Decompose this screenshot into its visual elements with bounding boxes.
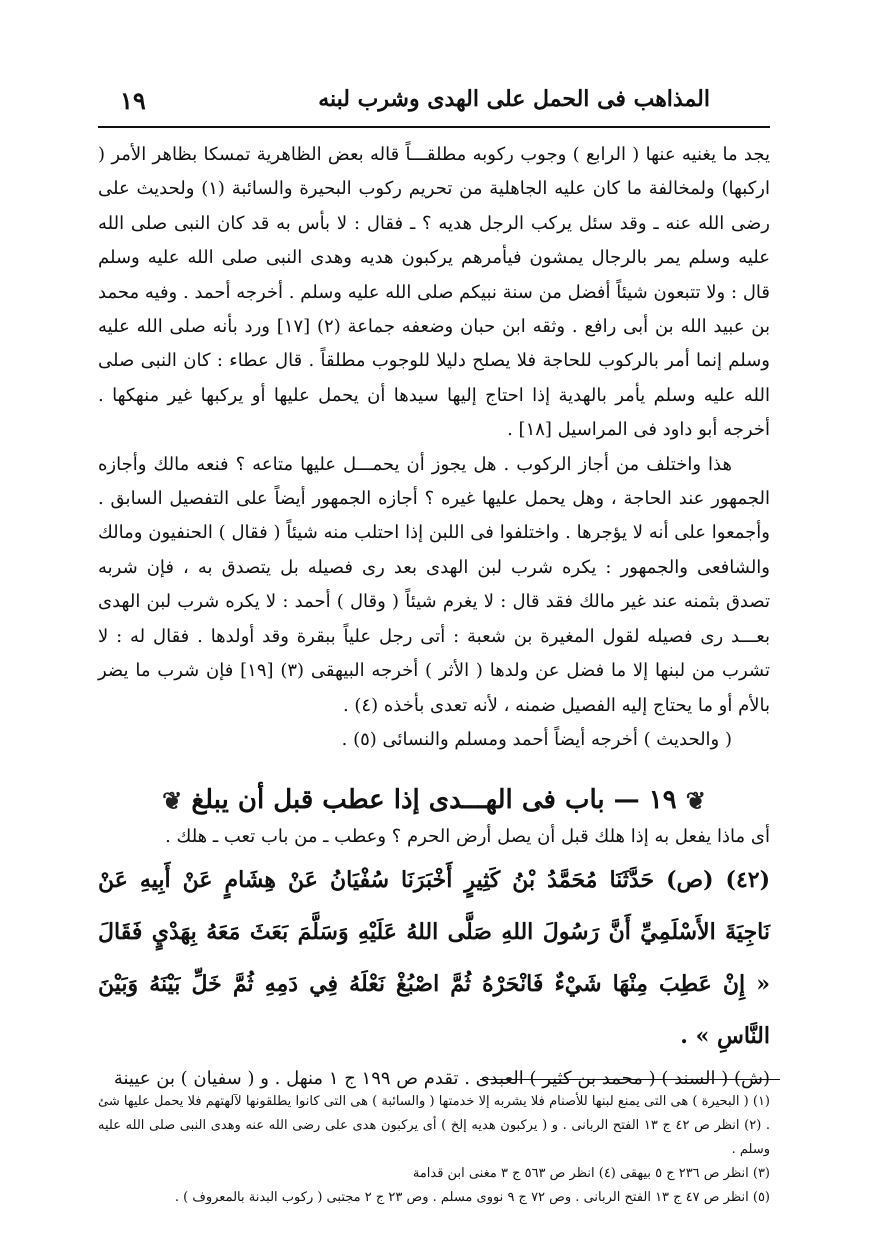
paragraph: يجد ما يغنيه عنها ( الرابع ) وجوب ركوبه مطلقـــاً قاله بعض الظاهرية تمسكا بظاهر الأمر ( اركبها) ولمخالفة ما كان عليه الجاهلية من تحريم ركوب البحيرة والسائبة (١) ولحديث على رضى الله عنه ـ وقد سئل يركب الرجل هديه ؟ ـ فقال : لا بأس به قد كان النبى صلى الله عليه وسلم يمر بالرجال يمشون فيأمرهم يركبون هديه وهدى النبى صلى الله عليه وسلم قال : ولا تتبعون شيئاً أفضل من سنة نبيكم صلى الله عليه وسلم . أخرجه أحمد . وفيه محمد بن عبيد الله بن أبى رافع . وثقه ابن حبان وضعفه جماعة (٢) [١٧] ورد بأنه صلى الله عليه وسلم إنما أمر بالركوب للحاجة فلا يصلح دليلا للوجوب مطلقاً . قال عطاء : كان النبى صلى الله عليه وسلم يأمر بالهدية إذا احتاج إليها سيدها أن يحمل عليها أو يركبها غير منهكها . أخرجه أبو داود فى المراسيل [١٨] . [98,144,771,441]
chapter-intro: أى ماذا يفعل به إذا هلك قبل أن يصل أرض الحرم ؟ وعطب ـ من باب تعب ـ هلك . [165,826,770,847]
footnotes [98,1090,770,1210]
ornament-left-icon: ❦ [162,786,183,815]
footnote: (١) ( البحيرة ) هى التى يمنع لبنها للأصنام فلا يشربه إلا خدمتها ( والسائبة ) هى التى كانوا يطلقونها لآلهتهم فلا يحمل عليها شئ . (٢) انظر ص ٤٢ ج ١٣ الفتح الربانى . و ( يركبون هديه إلخ ) أى يركبون هدى على رضى الله عنه وهدى النبى صلى الله عليه وسلم . [98,1094,771,1157]
sharh-text: (ش) ( السند ) ( محمد بن كثير ) العبدى . تقدم ص ١٩٩ ج ١ منهل . و ( سفيان ) بن عيينة [113,1068,770,1090]
footnote-divider [480,1079,780,1080]
footnote: (٣) انظر ص ٢٣٦ ج ٥ بيهقى (٤) انظر ص ٥٦٣ ج ٣ مغنى ابن قدامة [412,1166,770,1181]
main-text [98,138,770,757]
running-title: المذاهب فى الحمل على الهدى وشرب لبنه [318,86,710,112]
chapter-title: ١٩ — باب فى الهـــدى إذا عطب قبل أن يبلغ [191,785,677,815]
paragraph: هذا واختلف من أجاز الركوب . هل يجوز أن يحمـــل عليها متاعه ؟ فنعه مالك وأجازه الجمهور عند الحاجة ، وهل يحمل عليها غيره ؟ أجازه الجمهور أيضاً على التفصيل السابق . وأجمعوا على أنه لا يؤجرها . واختلفوا فى اللبن إذا احتلب منه شيئاً ( فقال ) الحنفيون ومالك والشافعى والجمهور : يكره شرب لبن الهدى بعد رى فصيله بل يتصدق به ، فإن شربه تصدق بثمنه عند غير مالك فقد قال : لا يغرم شيئاً ( وقال ) أحمد : لا يكره شرب لبن الهدى بعـــد رى فصيله لقول المغيرة بن شعبة : أتى رجل علياً ببقرة وقد أولدها . فقال له : لا تشرب من لبنها إلا ما فضل عن ولدها ( الأثر ) أخرجه البيهقى (٣) [١٩] فإن شرب ما يضر بالأم أو ما يحتاج إليه الفصيل ضمنه ، لأنه تعدى بأخذه (٤) . [98,453,770,716]
hadith-text: (٤٢) (ص) حَدَّثَنَا مُحَمَّدُ بْنُ كَثِيرٍ أَخْبَرَنَا سُفْيَانُ عَنْ هِشَامٍ عَنْ أَبِيهِ عَنْ نَاجِيَةَ الأَسْلَمِيِّ أَنَّ رَسُولَ اللهِ صَلَّى اللهُ عَلَيْهِ وَسَلَّمَ بَعَثَ مَعَهُ بِهَدْيٍ فَقَالَ « إِنْ عَطِبَ مِنْهَا شَيْءٌ فَانْحَرْهُ ثُمَّ اصْبُغْ نَعْلَهُ فِي دَمِهِ ثُمَّ خَلِّ بَيْنَهُ وَبَيْنَ النَّاسِ » . [98,867,770,1050]
chapter-body [98,820,770,1097]
page-header [98,86,770,128]
chapter-heading [98,773,770,827]
footnote: (٥) انظر ص ٤٧ ج ١٣ الفتح الربانى . وص ٧٢ ج ٩ نووى مسلم . وص ٢٣ ج ٢ مجتبى ( ركوب البدنة بالمعروف ) . [174,1190,770,1205]
page-number: ١٩ [120,86,146,115]
ornament-right-icon: ❦ [685,786,706,815]
paragraph: ( والحديث ) أخرجه أيضاً أحمد ومسلم والنسائى (٥) . [341,728,732,750]
